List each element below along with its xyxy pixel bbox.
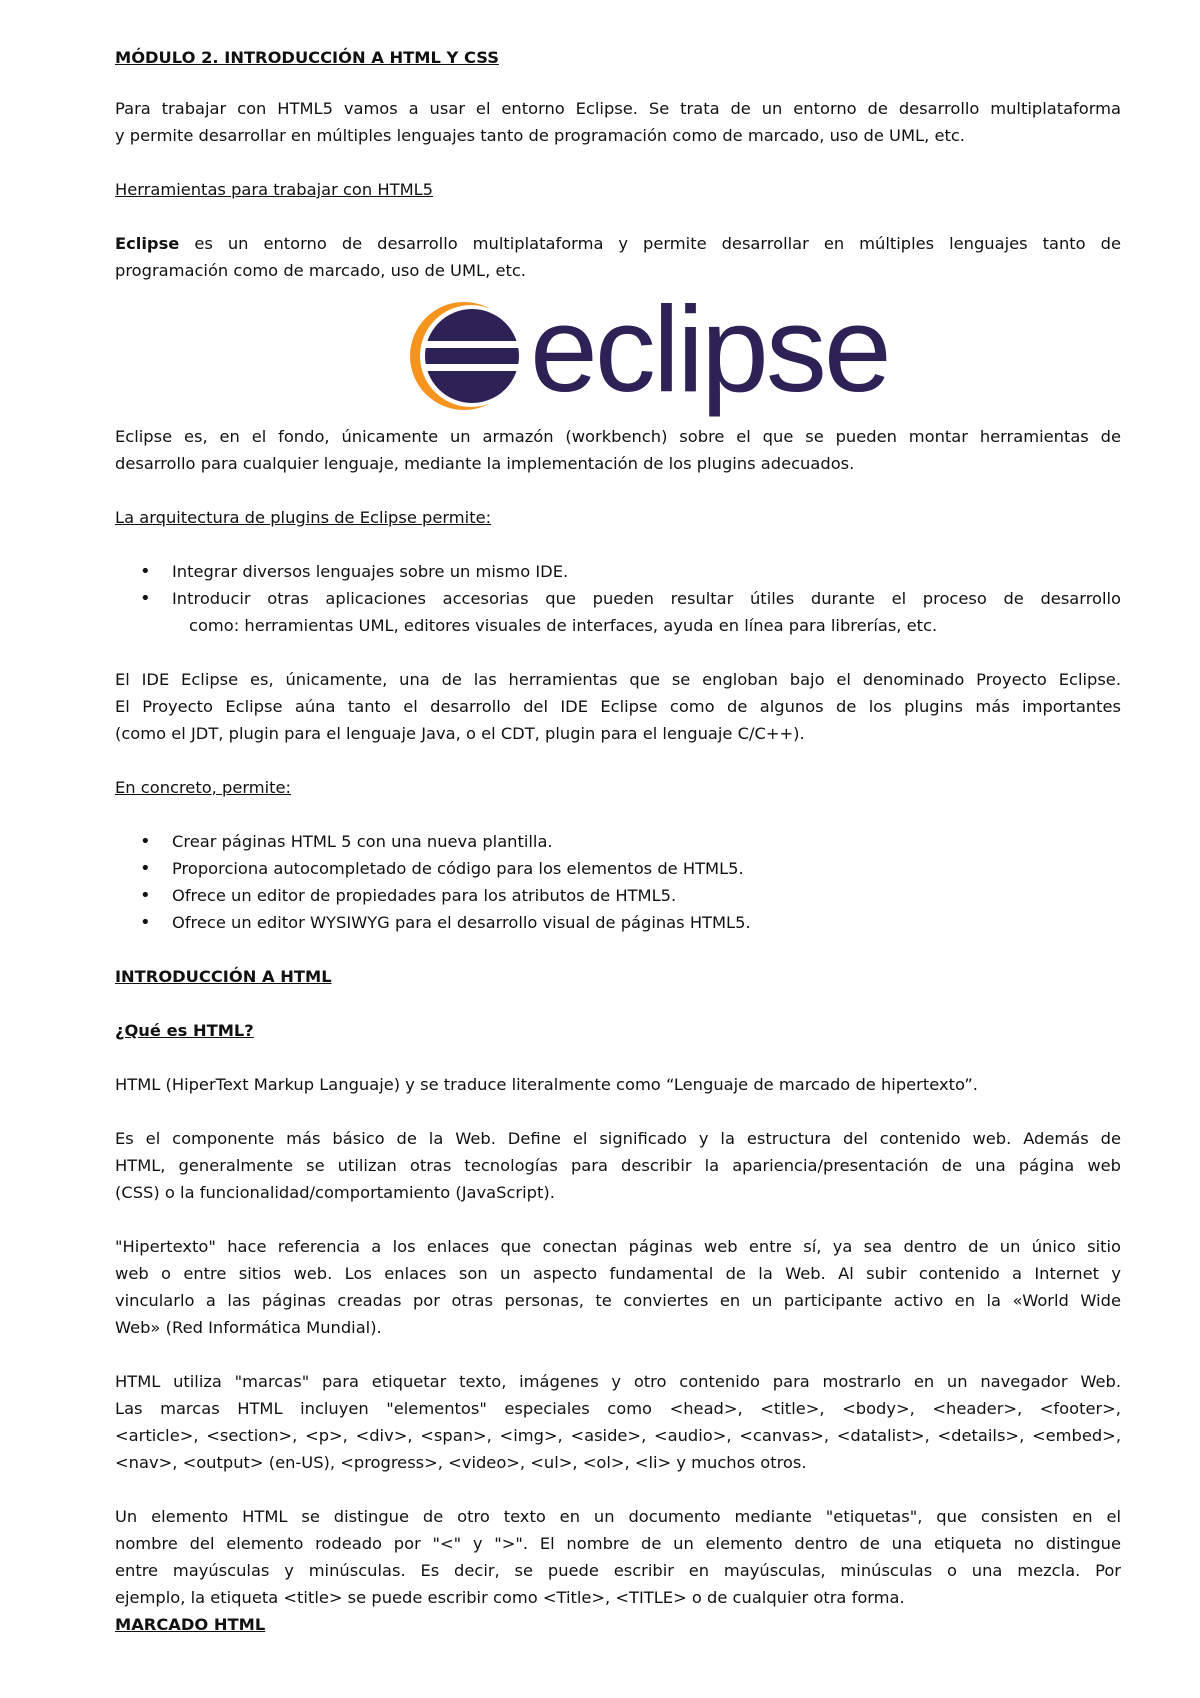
hypertext-line-4: Web» (Red Informática Mundial).: [115, 1318, 382, 1337]
bullet-icon: •: [140, 858, 151, 879]
intro-html-heading: INTRODUCCIÓN A HTML: [115, 967, 332, 986]
ide-line-1: El IDE Eclipse es, únicamente, una de las herramientas que se engloban bajo el denominado Proyecto Eclipse.: [115, 670, 1121, 689]
intro-line-1: Para trabajar con HTML5 vamos a usar el entorno Eclipse. Se trata de un entorno de desarrollo multiplataforma: [115, 99, 1121, 118]
marks-line-1: HTML utiliza "marcas" para etiquetar texto, imágenes y otro contenido para mostrarlo en un navegador Web.: [115, 1372, 1121, 1391]
marks-line-2: Las marcas HTML incluyen "elementos" especiales como <head>, <title>, <body>, <header>, <footer>,: [115, 1399, 1121, 1418]
hypertext-line-1: "Hipertexto" hace referencia a los enlaces que conectan páginas web entre sí, ya sea dentro de un único sitio: [115, 1237, 1121, 1256]
intro-line-2: y permite desarrollar en múltiples lenguajes tanto de programación como de marcado, uso de UML, etc.: [115, 126, 965, 145]
hypertext-line-3: vincularlo a las páginas creadas por otras personas, te conviertes en un participante activo en la «World Wide: [115, 1291, 1121, 1310]
eclipse-lead: Eclipse: [115, 234, 180, 253]
element-line-4: ejemplo, la etiqueta <title> se puede escribir como <Title>, <TITLE> o de cualquier otra forma.: [115, 1588, 905, 1607]
marks-line-4: <nav>, <output> (en-US), <progress>, <video>, <ul>, <ol>, <li> y muchos otros.: [115, 1453, 807, 1472]
eclipse-desc-rest: es un entorno de desarrollo multiplataforma y permite desarrollar en múltiples lenguajes tanto de: [179, 234, 1121, 253]
element-line-1: Un elemento HTML se distingue de otro texto en un documento mediante "etiquetas", que consisten en el: [115, 1507, 1121, 1526]
concrete-item-4: Ofrece un editor WYSIWYG para el desarrollo visual de páginas HTML5.: [172, 913, 751, 932]
component-line-3: (CSS) o la funcionalidad/comportamiento (JavaScript).: [115, 1183, 555, 1202]
arch-item-2-line-1: Introducir otras aplicaciones accesorias que pueden resultar útiles durante el proceso de desarrollo: [172, 589, 1121, 608]
element-line-2: nombre del elemento rodeado por "<" y ">". El nombre de un elemento dentro de una etiqueta no distingue: [115, 1534, 1121, 1553]
arch-item-1: Integrar diversos lenguajes sobre un mismo IDE.: [172, 562, 569, 581]
bullet-icon: •: [140, 831, 151, 852]
eclipse-logo-icon: [400, 300, 525, 412]
element-line-3: entre mayúsculas y minúsculas. Es decir, se puede escribir en mayúsculas, minúsculas o una mezcla. Por: [115, 1561, 1121, 1580]
workbench-line-2: desarrollo para cualquier lenguaje, mediante la implementación de los plugins adecuados.: [115, 454, 855, 473]
bullet-icon: •: [140, 588, 151, 609]
eclipse-wordmark: eclipse: [530, 281, 889, 417]
ide-line-3: (como el JDT, plugin para el lenguaje Java, o el CDT, plugin para el lenguaje C/C++).: [115, 724, 805, 743]
component-line-2: HTML, generalmente se utilizan otras tecnologías para describir la apariencia/presentación de una página web: [115, 1156, 1121, 1175]
eclipse-logo: [400, 281, 889, 417]
hypertext-line-2: web o entre sitios web. Los enlaces son un aspecto fundamental de la Web. Al subir contenido a Internet y: [115, 1264, 1121, 1283]
arch-item-2-line-2: como: herramientas UML, editores visuales de interfaces, ayuda en línea para librerías, etc.: [189, 616, 938, 635]
what-heading: ¿Qué es HTML?: [115, 1021, 254, 1040]
eclipse-desc-line-1: [115, 230, 1121, 257]
bullet-icon: •: [140, 885, 151, 906]
concrete-item-1: Crear páginas HTML 5 con una nueva plantilla.: [172, 832, 553, 851]
concrete-item-2: Proporciona autocompletado de código para los elementos de HTML5.: [172, 859, 744, 878]
marks-line-3: <article>, <section>, <p>, <div>, <span>, <img>, <aside>, <audio>, <canvas>, <datalist>, <details>, <embed>,: [115, 1426, 1121, 1445]
concrete-item-3: Ofrece un editor de propiedades para los atributos de HTML5.: [172, 886, 677, 905]
tools-heading: Herramientas para trabajar con HTML5: [115, 180, 434, 199]
bullet-icon: •: [140, 561, 151, 582]
markup-heading: MARCADO HTML: [115, 1615, 266, 1634]
html-definition: HTML (HiperText Markup Languaje) y se traduce literalmente como “Lenguaje de marcado de hipertexto”.: [115, 1075, 978, 1094]
bullet-icon: •: [140, 912, 151, 933]
concrete-heading: En concreto, permite:: [115, 778, 292, 797]
ide-line-2: El Proyecto Eclipse aúna tanto el desarrollo del IDE Eclipse como de algunos de los plugins más importantes: [115, 697, 1121, 716]
eclipse-desc-line-2: programación como de marcado, uso de UML, etc.: [115, 261, 526, 280]
module-title: MÓDULO 2. INTRODUCCIÓN A HTML Y CSS: [115, 48, 499, 67]
component-line-1: Es el componente más básico de la Web. Define el significado y la estructura del contenido web. Además de: [115, 1129, 1121, 1148]
arch-heading: La arquitectura de plugins de Eclipse permite:: [115, 508, 492, 527]
workbench-line-1: Eclipse es, en el fondo, únicamente un armazón (workbench) sobre el que se pueden montar herramientas de: [115, 427, 1121, 446]
